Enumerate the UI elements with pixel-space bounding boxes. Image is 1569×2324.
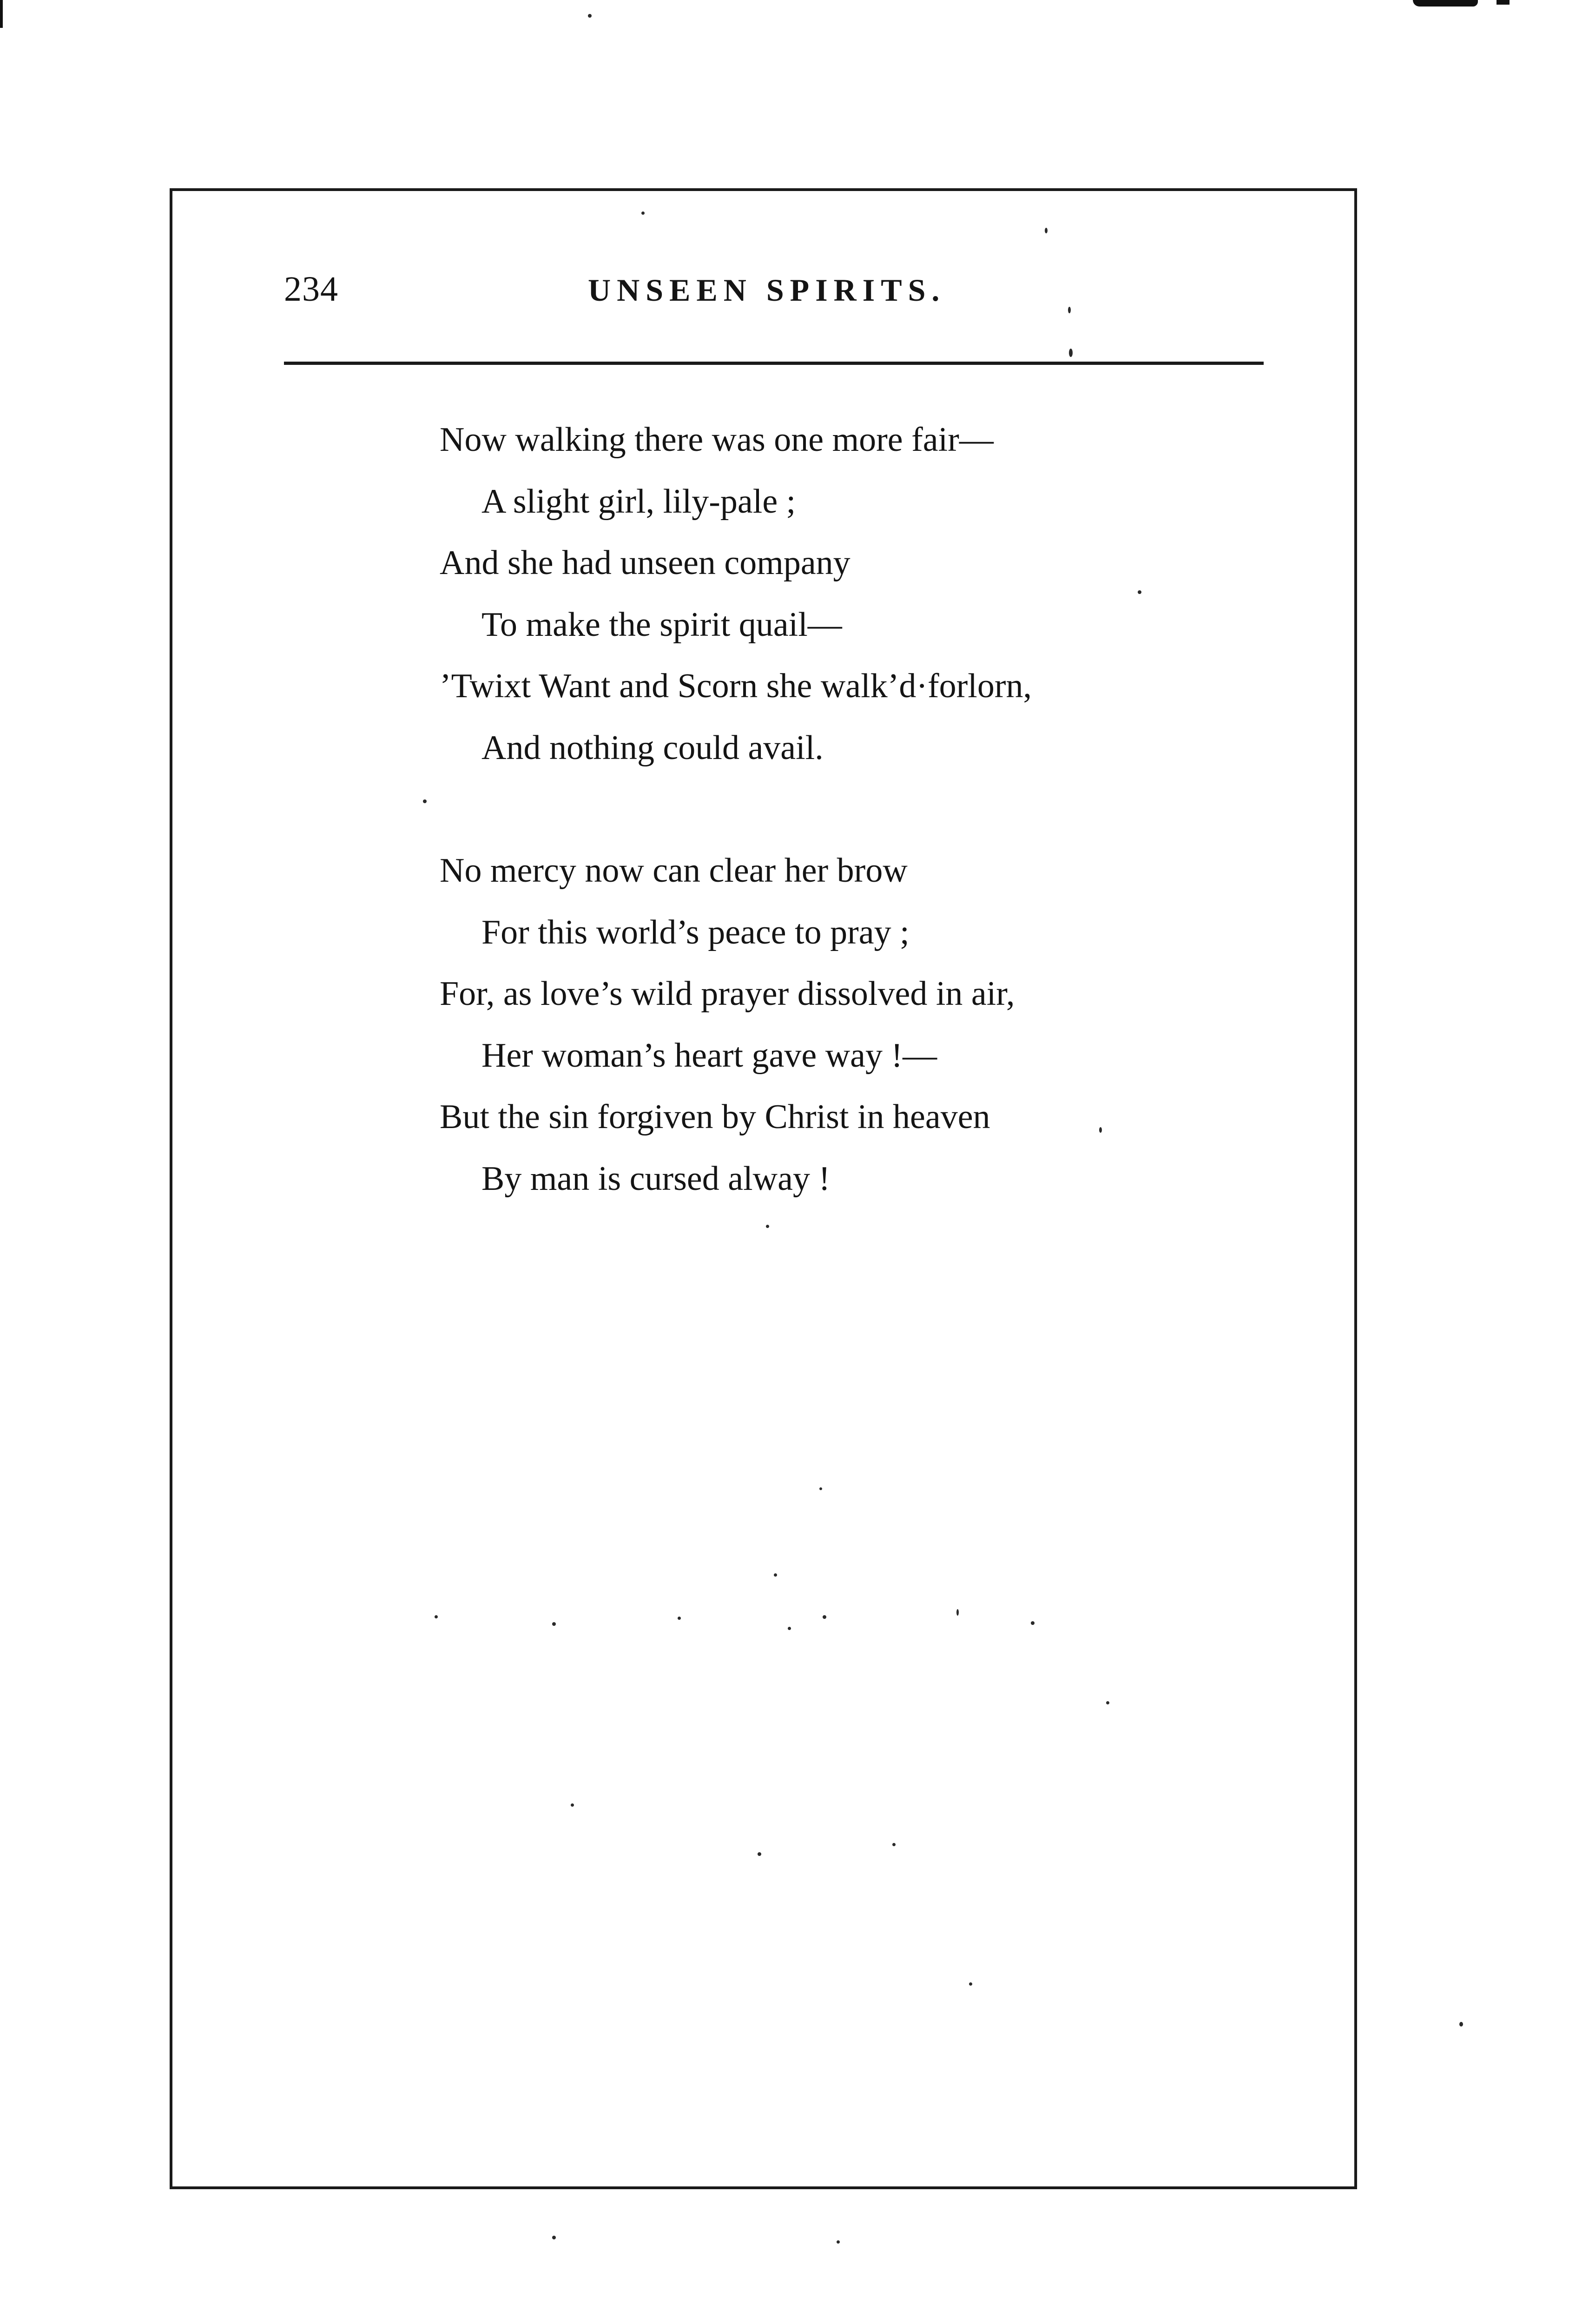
dust-speck: [969, 1982, 972, 1986]
scan-edge-mark: [1496, 0, 1510, 5]
dust-speck: [1138, 590, 1141, 594]
dust-speck: [571, 1803, 574, 1807]
poem-line: And nothing could avail.: [481, 728, 824, 767]
dust-speck: [1045, 228, 1048, 233]
page-number: 234: [284, 270, 338, 309]
poem-line: To make the spirit quail—: [481, 605, 842, 644]
stanza-2: [440, 840, 1230, 1209]
dust-speck: [435, 1615, 438, 1618]
poem-line: Now walking there was one more fair—: [440, 421, 994, 459]
dust-speck: [1099, 1127, 1102, 1133]
poem-line: By man is cursed alway !: [481, 1159, 831, 1198]
poem-line: ’Twixt Want and Scorn she walk’d·forlorn,: [440, 667, 1032, 705]
poem-line: But the sin forgiven by Christ in heaven: [440, 1098, 990, 1136]
poem-line: A slight girl, lily-pale ;: [481, 482, 796, 521]
dust-speck: [1069, 349, 1073, 357]
dust-speck: [766, 1225, 769, 1228]
dust-speck: [823, 1615, 826, 1619]
dust-speck: [641, 211, 645, 215]
dust-speck: [956, 1609, 959, 1616]
dust-speck: [1031, 1621, 1035, 1625]
running-title: UNSEEN SPIRITS.: [588, 272, 946, 308]
poem-line: For this world’s peace to pray ;: [481, 913, 910, 951]
dust-speck: [588, 14, 592, 18]
poem-line: And she had unseen company: [440, 544, 850, 582]
dust-speck: [1068, 307, 1071, 313]
poem-line: No mercy now can clear her brow: [440, 852, 908, 890]
dust-speck: [678, 1617, 681, 1620]
poem-line: For, as love’s wild prayer dissolved in air,: [440, 975, 1015, 1013]
dust-speck: [423, 799, 427, 803]
dust-speck: [819, 1487, 822, 1490]
dust-speck: [774, 1573, 777, 1577]
dust-speck: [837, 2240, 840, 2244]
dust-speck: [788, 1627, 791, 1630]
scan-edge-mark: [1413, 0, 1478, 7]
stanza-1: [440, 409, 1230, 779]
header-rule: [284, 362, 1264, 365]
dust-speck: [552, 2236, 556, 2239]
poem: [440, 409, 1230, 1209]
dust-speck: [552, 1622, 556, 1626]
poem-line: Her woman’s heart gave way !—: [481, 1036, 937, 1075]
dust-speck: [1459, 2022, 1463, 2027]
dust-speck: [758, 1852, 761, 1856]
dust-speck: [1106, 1701, 1109, 1704]
scan-edge-mark: [0, 0, 3, 28]
dust-speck: [892, 1843, 896, 1846]
